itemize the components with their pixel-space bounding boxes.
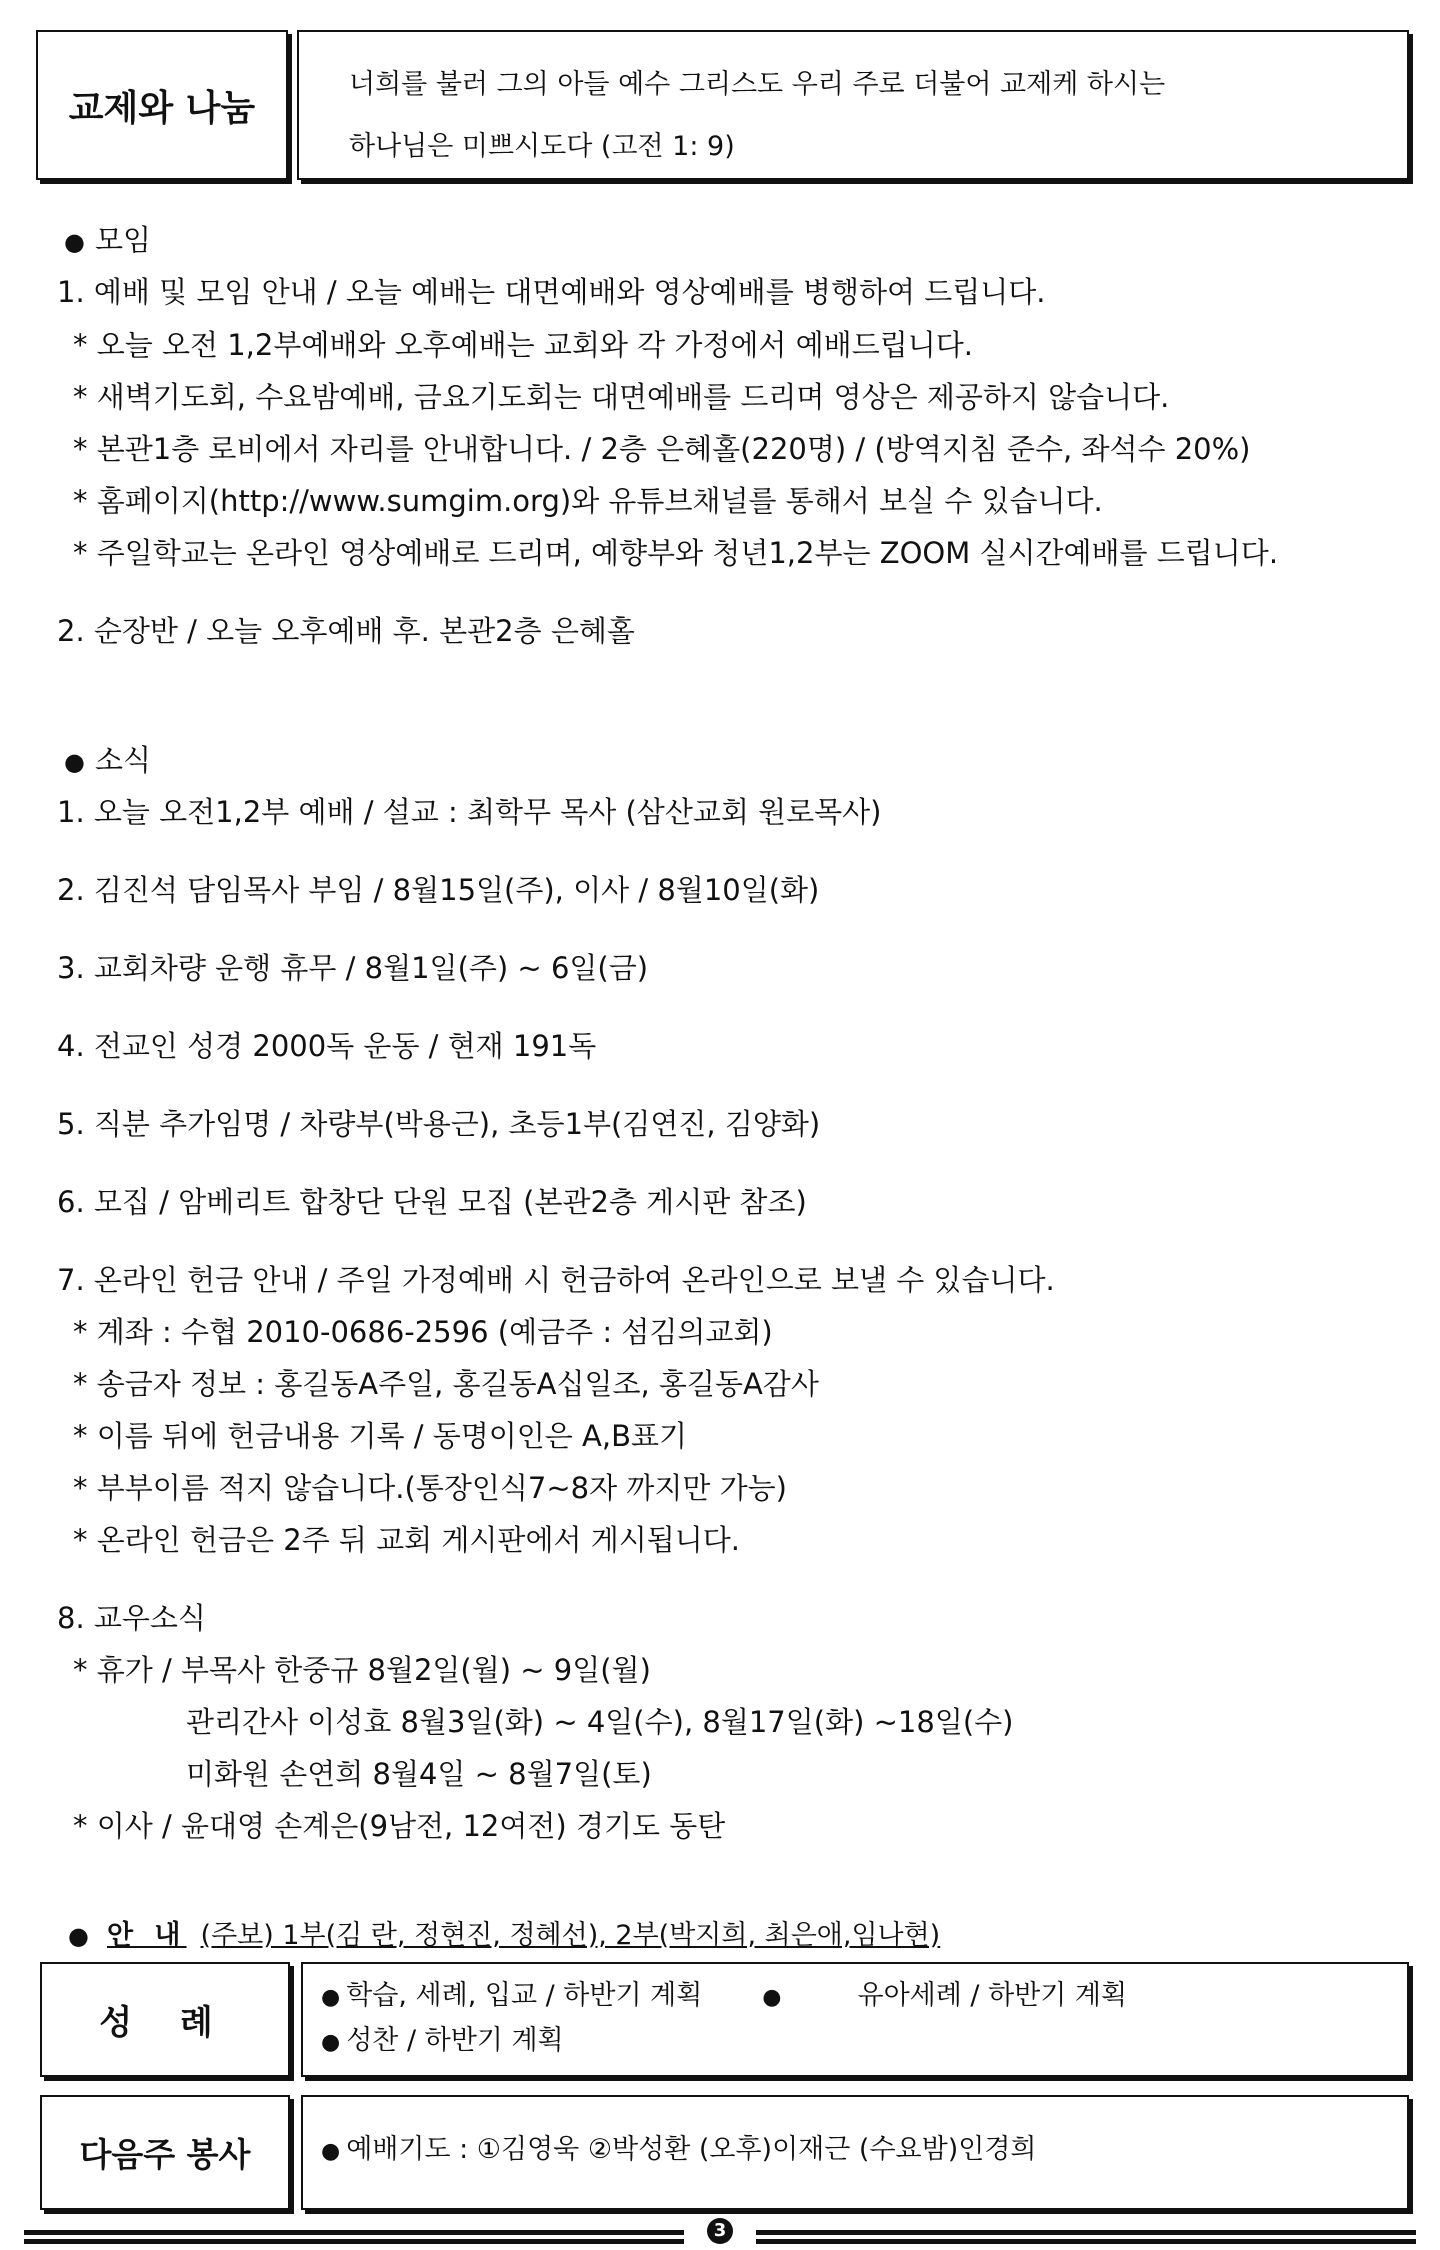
- meeting-note: * 본관1층 로비에서 자리를 안내합니다. / 2층 은혜홀(220명) / (방역지침 준수, 좌석수 20%): [73, 432, 1251, 466]
- bullet-icon: ●: [762, 1985, 782, 2010]
- next-week-box: [301, 2095, 1409, 2210]
- sacraments-line-2: ● 성찬 / 하반기 계획: [321, 2025, 564, 2056]
- page-footer: [24, 2220, 1416, 2244]
- bullet-icon: ●: [68, 1922, 89, 1950]
- sacraments-line-1: ● 학습, 세례, 입교 / 하반기 계획 ● 유아세례 / 하반기 계획: [321, 1980, 1128, 2011]
- section-title-box: [36, 30, 288, 180]
- page-number: 3: [707, 2218, 733, 2244]
- news-item-6: 6. 모집 / 암베리트 합창단 단원 모집 (본관2층 게시판 참조): [57, 1185, 807, 1219]
- news-heading: ● 소식: [64, 743, 151, 777]
- bullet-icon: ●: [321, 2030, 341, 2055]
- news-item-3: 3. 교회차량 운행 휴무 / 8월1일(주) ~ 6일(금): [57, 951, 649, 985]
- meeting-note: * 오늘 오전 1,2부예배와 오후예배는 교회와 각 가정에서 예배드립니다.: [73, 328, 973, 362]
- news-item-8: 8. 교우소식: [57, 1601, 206, 1635]
- sacraments-box: [301, 1962, 1409, 2077]
- meeting-note: * 홈페이지(http://www.sumgim.org)와 유튜브채널를 통해서 보실 수 있습니다.: [73, 484, 1103, 518]
- news-item-5: 5. 직분 추가임명 / 차량부(박용근), 초등1부(김연진, 김양화): [57, 1107, 821, 1141]
- next-week-label: 다음주 봉사: [79, 2135, 251, 2174]
- bullet-icon: ●: [64, 748, 85, 776]
- guide-label: 안 내: [106, 1920, 187, 1951]
- next-week-text: 예배기도 : ①김영욱 ②박성환 (오후)이재근 (수요밤)인경희: [346, 2134, 1037, 2165]
- member-news-line: * 휴가 / 부목사 한중규 8월2일(월) ~ 9일(월): [73, 1653, 651, 1687]
- meeting-item-2: 2. 순장반 / 오늘 오후예배 후. 본관2층 은혜홀: [57, 614, 635, 648]
- news-item-2: 2. 김진석 담임목사 부임 / 8월15일(주), 이사 / 8월10일(화): [57, 873, 820, 907]
- meeting-note: * 주일학교는 온라인 영상예배로 드리며, 예향부와 청년1,2부는 ZOOM 실시간예배를 드립니다.: [73, 536, 1279, 570]
- meeting-item-1: 1. 예배 및 모임 안내 / 오늘 예배는 대면예배와 영상예배를 병행하여 드립니다.: [57, 275, 1046, 309]
- news-item-1: 1. 오늘 오전1,2부 예배 / 설교 : 최학무 목사 (삼산교회 원로목사): [57, 795, 882, 829]
- offering-note: * 이름 뒤에 헌금내용 기록 / 동명이인은 A,B표기: [73, 1419, 687, 1453]
- verse-box: [297, 30, 1409, 180]
- member-news-line: * 이사 / 윤대영 손계은(9남전, 12여전) 경기도 동탄: [73, 1809, 726, 1843]
- bullet-icon: ●: [64, 228, 85, 256]
- member-news-line: 관리간사 이성효 8월3일(화) ~ 4일(수), 8월17일(화) ~18일(수): [186, 1705, 1014, 1739]
- verse-line-2: 하나님은 미쁘시도다 (고전 1: 9): [349, 131, 735, 162]
- news-item-4: 4. 전교인 성경 2000독 운동 / 현재 191독: [57, 1029, 597, 1063]
- guide-line: [68, 1913, 940, 1952]
- sacraments-label-box: [40, 1962, 290, 2077]
- meetings-heading: ● 모임: [64, 223, 151, 257]
- next-week-label-box: [40, 2095, 290, 2210]
- bullet-icon: ●: [321, 1985, 341, 2010]
- sacraments-label: 성 례: [99, 2003, 231, 2043]
- guide-text: (주보) 1부(김 란, 정현진, 정혜선), 2부(박지희, 최은애,임나현): [200, 1920, 941, 1951]
- meeting-note: * 새벽기도회, 수요밤예배, 금요기도회는 대면예배를 드리며 영상은 제공하지 않습니다.: [73, 380, 1170, 414]
- news-item-7: 7. 온라인 헌금 안내 / 주일 가정예배 시 헌금하여 온라인으로 보낼 수 있습니다.: [57, 1263, 1055, 1297]
- offering-note: * 부부이름 적지 않습니다.(통장인식7~8자 까지만 가능): [73, 1471, 787, 1505]
- verse-line-1: 너희를 불러 그의 아들 예수 그리스도 우리 주로 더불어 교제케 하시는: [349, 69, 1166, 100]
- bullet-icon: ●: [321, 2139, 341, 2164]
- offering-note: * 온라인 헌금은 2주 뒤 교회 게시판에서 게시됩니다.: [73, 1523, 740, 1557]
- member-news-line: 미화원 손연희 8월4일 ~ 8월7일(토): [186, 1757, 652, 1791]
- footer-rule-left: [24, 2230, 684, 2244]
- offering-note: * 계좌 : 수협 2010-0686-2596 (예금주 : 섬김의교회): [73, 1315, 773, 1349]
- offering-note: * 송금자 정보 : 홍길동A주일, 홍길동A십일조, 홍길동A감사: [73, 1367, 819, 1401]
- footer-rule-right: [756, 2230, 1416, 2244]
- section-title: 교제와 나눔: [68, 87, 256, 129]
